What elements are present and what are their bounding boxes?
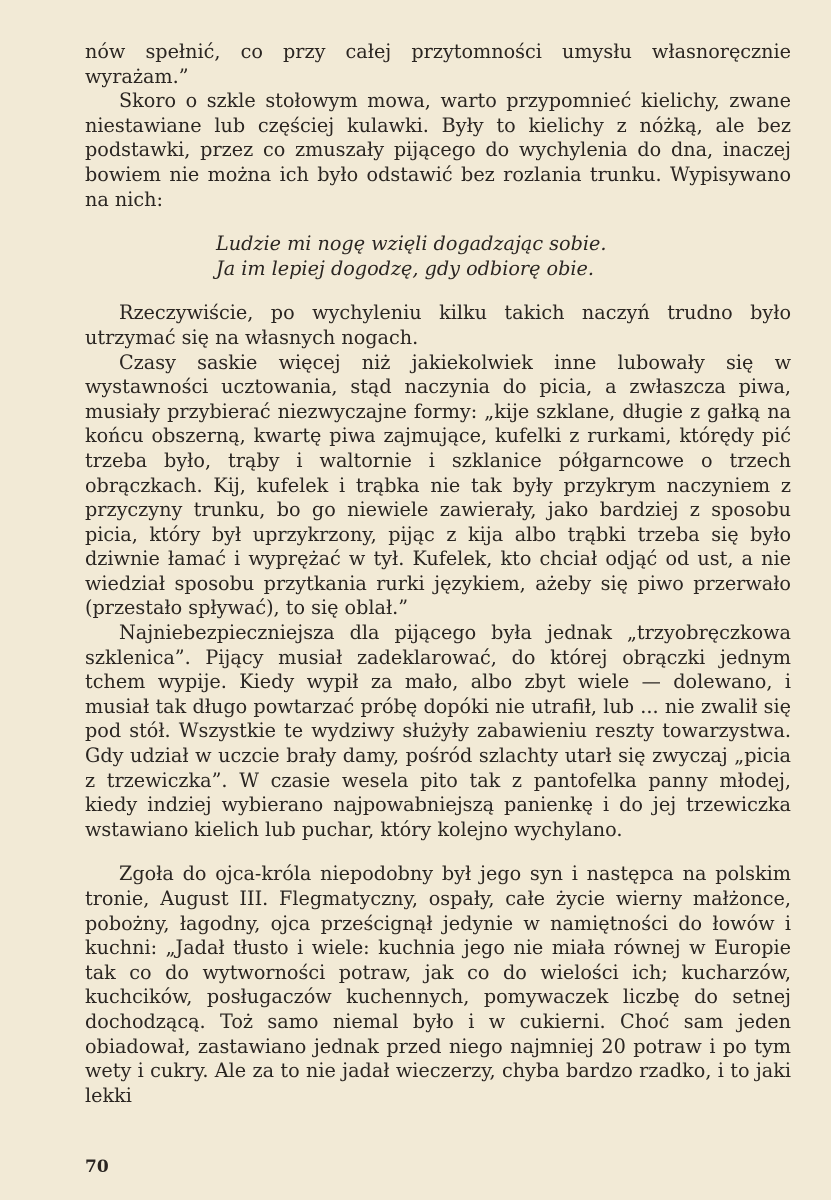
spacer bbox=[85, 281, 791, 301]
paragraph-6: Zgoła do ojca-króla niepodobny był jego syn i następca na polskim tronie, August III. Flegmatyczny, ospały, całe życie wierny małżonce, pobożny, łagodny, ojca prześcignął jedynie w namiętności do łowów i kuchni: „Jadał tłusto i wiele: kuchnia jego nie miała równej w Europie tak co do wytworności potraw, jak co do wielości ich; kucharzów, kuchcików, posługaczów kuchennych, pomywaczek liczbę do setnej dochodzącą. Toż samo niemal było i w cukierni. Choć sam jeden obiadował, zastawiano jednak przed niego najmniej 20 potraw i po tym wety i cukry. Ale za to nie jadał wieczerzy, chyba bardzo rzadko, i to jaki lekki bbox=[85, 862, 791, 1107]
paragraph-5: Najniebezpieczniejsza dla pijącego była jednak „trzyobręczkowa szklenica”. Pijący musiał zadeklarować, do której obrączki jednym tchem wypije. Kiedy wypił za mało, albo zbyt wiele — dolewano, i musiał tak długo powtarzać próbę dopóki nie utrafił, lub ... nie zwalił się pod stół. Wszystkie te wydziwy służyły zabawieniu reszty towarzystwa. Gdy udział w uczcie brały damy, pośród szlachty utarł się zwyczaj „picia z trzewiczka”. W czasie wesela pito tak z pantofelka panny młodej, kiedy indziej wybierano najpowabniejszą panienkę i do jej trzewiczka wstawiano kielich lub puchar, który kolejno wychylano. bbox=[85, 621, 791, 841]
page-number: 70 bbox=[85, 1157, 109, 1177]
poem-line-1: Ludzie mi nogę wzięli dogadzając sobie. bbox=[216, 232, 607, 256]
spacer bbox=[85, 842, 791, 862]
page-body bbox=[85, 40, 791, 1108]
paragraph-3: Rzeczywiście, po wychyleniu kilku takich naczyń trudno było utrzymać się na własnych nogach. bbox=[85, 301, 791, 349]
spacer bbox=[85, 212, 791, 232]
poem-line-2: Ja im lepiej dogodzę, gdy odbiorę obie. bbox=[216, 256, 594, 280]
paragraph-1: nów spełnić, co przy całej przytomności umysłu własnoręcznie wyrażam.” bbox=[85, 40, 791, 88]
paragraph-2: Skoro o szkle stołowym mowa, warto przypomnieć kielichy, zwane niestawiane lub częściej kulawki. Były to kielichy z nóżką, ale bez podstawki, przez co zmuszały pijącego do wychylenia do dna, inaczej bowiem nie można ich było odstawić bez rozlania trunku. Wypisywano na nich: bbox=[85, 89, 791, 211]
paragraph-4: Czasy saskie więcej niż jakiekolwiek inne lubowały się w wystawności ucztowania, stąd naczynia do picia, a zwłaszcza piwa, musiały przybierać niezwyczajne formy: „kije szklane, długie z gałką na końcu obszerną, kwartę piwa zajmujące, kufelki z rurkami, którędy pić trzeba było, trąby i waltornie i szklanice półgarncowe o trzech obrączkach. Kij, kufelek i trąbka nie tak były przykrym naczyniem z przyczyny trunku, bo go niewiele zawierały, jako bardziej z sposobu picia, który był uprzykrzony, pijąc z kija albo trąbki trzeba się było dziwnie łamać i wyprężać w tył. Kufelek, kto chciał odjąć od ust, a nie wiedział sposobu przytkania rurki językiem, ażeby się piwo przerwało (przestało spływać), to się oblał.” bbox=[85, 350, 791, 620]
poem bbox=[85, 232, 791, 281]
